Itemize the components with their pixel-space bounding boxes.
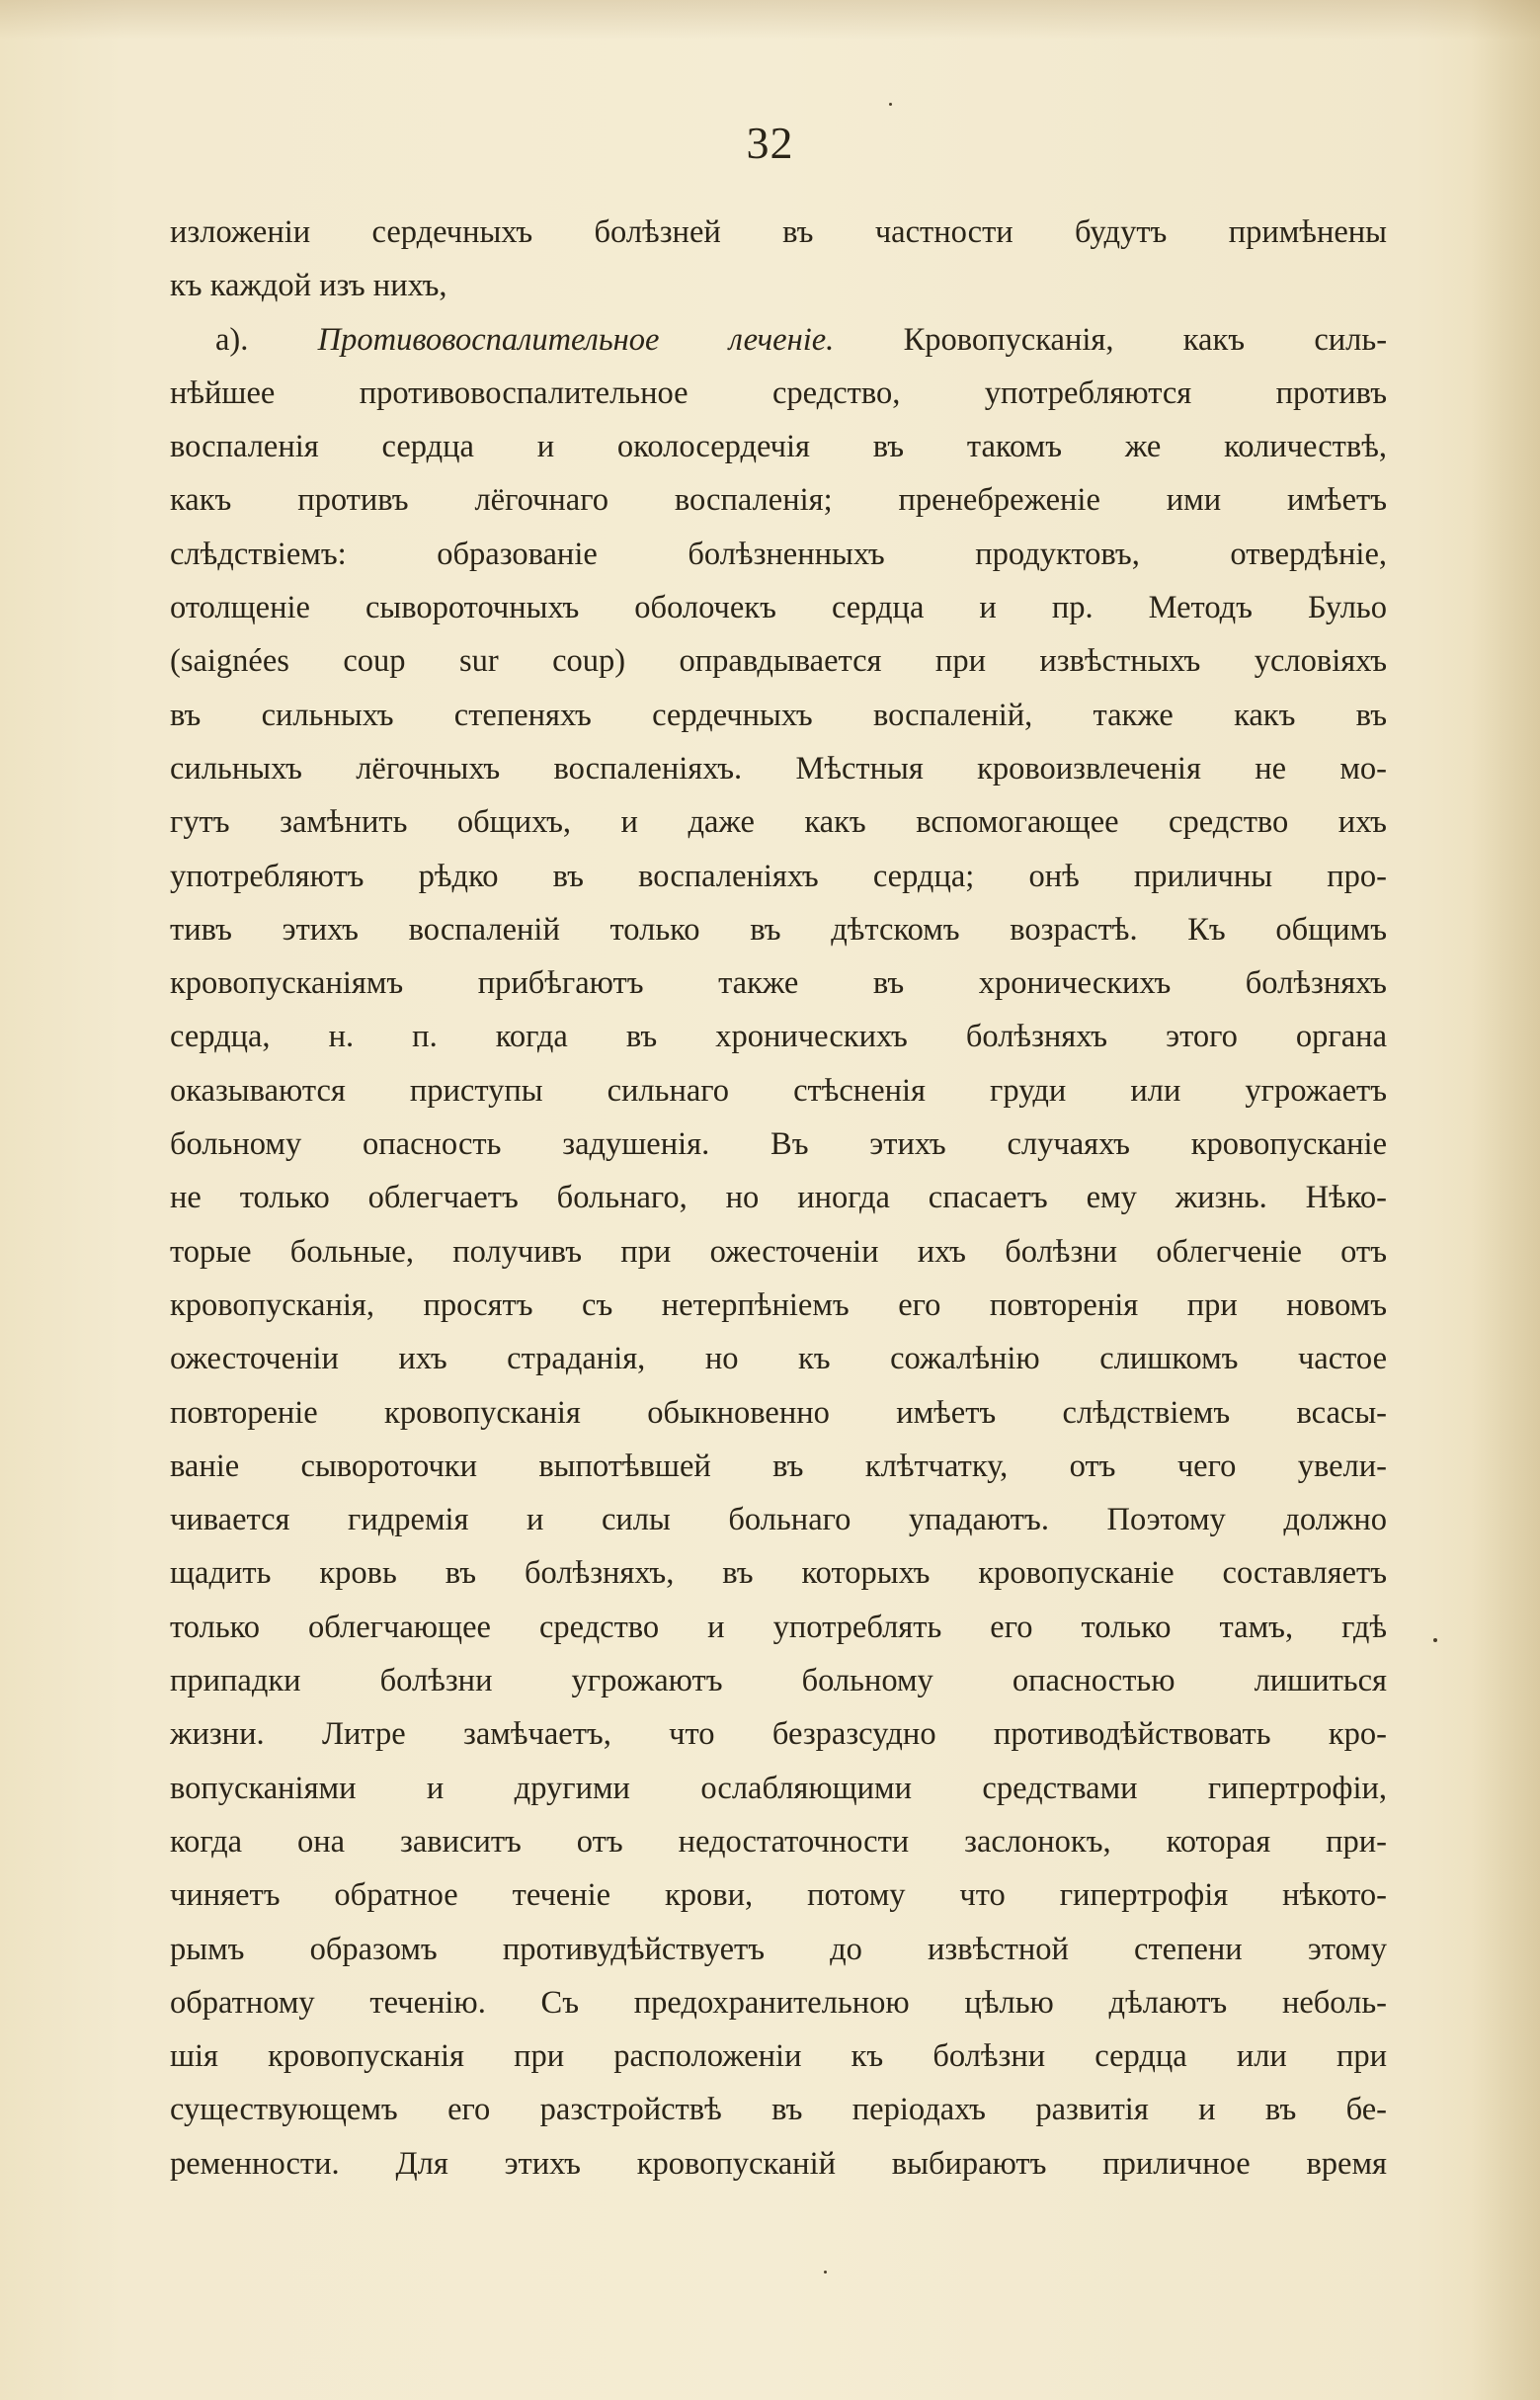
page-number: 32 bbox=[746, 118, 794, 168]
text-line: вопусканіями и другими ослабляющими средствами гипертрофіи, bbox=[170, 1770, 1387, 1806]
section-title: Противовоспалительное леченіе. bbox=[317, 321, 835, 358]
text-line: рымъ образомъ противудѣйствуетъ до извѣстной степени этому bbox=[170, 1931, 1387, 1967]
text-line: оказываются приступы сильнаго стѣсненія груди или угрожаетъ bbox=[170, 1072, 1387, 1109]
text-line: торые больные, получивъ при ожесточеніи ихъ болѣзни облегченіе отъ bbox=[170, 1233, 1387, 1270]
text-line: отолщеніе сывороточныхъ оболочекъ сердца и пр. Методъ Бульо bbox=[170, 590, 1387, 626]
text-line: только облегчающее средство и употреблять его только тамъ, гдѣ bbox=[170, 1609, 1387, 1645]
text-line: (saignées coup sur coup) оправдывается при извѣстныхъ условіяхъ bbox=[170, 643, 1387, 680]
text-line: жизни. Литре замѣчаетъ, что безразсудно противодѣйствовать кро- bbox=[170, 1716, 1387, 1753]
text-line: чиняетъ обратное теченіе крови, потому что гипертрофія нѣкото- bbox=[170, 1877, 1387, 1914]
text-line: ваніе сывороточки выпотѣвшей въ клѣтчатку, отъ чего увели- bbox=[170, 1448, 1387, 1484]
section-a-heading-line bbox=[170, 313, 1387, 367]
text-line: кровопусканіямъ прибѣгаютъ также въ хроническихъ болѣзняхъ bbox=[170, 965, 1387, 1002]
text-line: изложеніи сердечныхъ болѣзней въ частности будутъ примѣнены bbox=[170, 214, 1387, 250]
text-line: припадки болѣзни угрожаютъ больному опасностью лишиться bbox=[170, 1663, 1387, 1699]
section-first-line-rest: Кровопусканія, какъ силь- bbox=[903, 321, 1387, 358]
text-line: чивается гидремія и силы больнаго упадаютъ. Поэтому должно bbox=[170, 1502, 1387, 1538]
paper-speck bbox=[889, 103, 892, 106]
text-line: повтореніе кровопусканія обыкновенно имѣетъ слѣдствіемъ всасы- bbox=[170, 1394, 1387, 1431]
page-edge-shadow-right bbox=[1471, 0, 1540, 2400]
text-line: тивъ этихъ воспаленій только въ дѣтскомъ возрастѣ. Къ общимъ bbox=[170, 911, 1387, 948]
text-line: въ сильныхъ степеняхъ сердечныхъ воспаленій, также какъ въ bbox=[170, 697, 1387, 733]
text-line: больному опасность задушенія. Въ этихъ случаяхъ кровопусканіе bbox=[170, 1126, 1387, 1163]
text-line: какъ противъ лёгочнаго воспаленія; пренебреженіе ими имѣетъ bbox=[170, 482, 1387, 519]
text-line: существующемъ его разстройствѣ въ періодахъ развитія и въ бе- bbox=[170, 2092, 1387, 2128]
text-line: къ каждой изъ нихъ, bbox=[170, 268, 447, 304]
text-line: кровопусканія, просятъ съ нетерпѣніемъ его повторенія при новомъ bbox=[170, 1286, 1387, 1323]
section-marker: а). bbox=[215, 321, 249, 358]
text-line: сердца, н. п. когда въ хроническихъ болѣзняхъ этого органа bbox=[170, 1019, 1387, 1055]
text-line: гутъ замѣнить общихъ, и даже какъ вспомогающее средство ихъ bbox=[170, 804, 1387, 841]
text-line: щадить кровь въ болѣзняхъ, въ которыхъ кровопусканіе составляетъ bbox=[170, 1555, 1387, 1592]
text-line: употребляютъ рѣдко въ воспаленіяхъ сердца; онѣ приличны про- bbox=[170, 858, 1387, 894]
body-text bbox=[170, 206, 1387, 2191]
text-line: ременности. Для этихъ кровопусканій выбираютъ приличное время bbox=[170, 2145, 1387, 2182]
text-line: слѣдствіемъ: образованіе болѣзненныхъ продуктовъ, отвердѣніе, bbox=[170, 536, 1387, 572]
text-line: ожесточеніи ихъ страданія, но къ сожалѣнію слишкомъ частое bbox=[170, 1341, 1387, 1377]
text-line: сильныхъ лёгочныхъ воспаленіяхъ. Мѣстныя кровоизвлеченія не мо- bbox=[170, 750, 1387, 786]
paper-speck bbox=[824, 2271, 827, 2274]
text-line: когда она зависитъ отъ недостаточности заслонокъ, которая при- bbox=[170, 1823, 1387, 1860]
text-line: не только облегчаетъ больнаго, но иногда спасаетъ ему жизнь. Нѣко- bbox=[170, 1180, 1387, 1216]
paper-speck bbox=[1433, 1638, 1437, 1642]
text-line: шія кровопусканія при расположеніи къ болѣзни сердца или при bbox=[170, 2038, 1387, 2075]
text-line: обратному теченію. Съ предохранительною цѣлью дѣлаютъ неболь- bbox=[170, 1984, 1387, 2021]
text-line: воспаленія сердца и околосердечія въ такомъ же количествѣ, bbox=[170, 429, 1387, 465]
page-edge-shadow-top bbox=[0, 0, 1540, 40]
text-line: нѣйшее противовоспалительное средство, употребляются противъ bbox=[170, 374, 1387, 411]
